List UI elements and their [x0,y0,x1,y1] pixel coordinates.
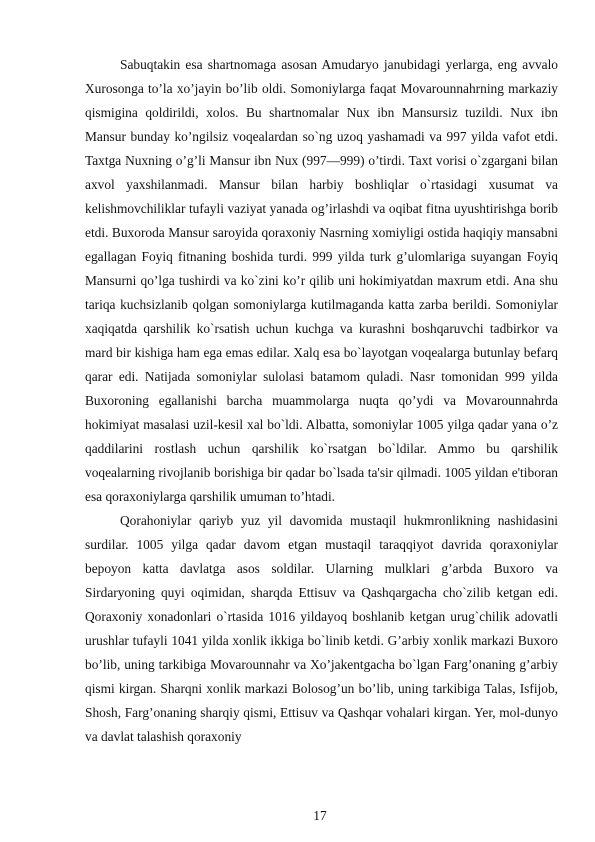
paragraph-samanids-decline: Sabuqtakin esa shartnomaga asosan Amudaryo janubidagi yerlarga, eng avvalo Xurosonga to’la xo’jayin bo’lib oldi. Somoniylarga faqat Movarounnahrning markaziy qismigina qoldirildi, xolos. Bu shartnomalar Nux ibn Mansursiz tuzildi. Nux ibn Mansur bunday ko’ngilsiz voqealardan so`ng uzoq yashamadi va 997 yilda vafot etdi. Taxtga Nuxning o’g’li Mansur ibn Nux (997—999) o’tirdi. Taxt vorisi o`zgargani bilan axvol yaxshilanmadi. Mansur bilan harbiy boshliqlar o`rtasidagi xusumat va kelishmovchiliklar tufayli vaziyat yanada og’irlashdi va oqibat fitna uyushtirishga borib etdi. Buxoroda Mansur saroyida qoraxoniy Nasrning xomiyligi ostida haqiqiy mansabni egallagan Foyiq fitnaning boshida turdi. 999 yilda turk g’ulomlariga suyangan Foyiq Mansurni qo’lga tushirdi va ko`zini ko’r qilib uni hokimiyatdan maxrum etdi. Ana shu tariqa kuchsizlanib qolgan somoniylarga kutilmaganda katta zarba berildi. Somoniylar xaqiqatda qarshilik ko`rsatish uchun kuchga va kurashni boshqaruvchi tadbirkor va mard bir kishiga ham ega emas edilar. Xalq esa bo`layotgan voqealarga butunlay befarq qarar edi. Natijada somoniylar sulolasi batamom quladi. Nasr tomonidan 999 yilda Buxoroning egallanishi barcha muammolarga nuqta qo’ydi va Movarounnahrda hokimiyat masalasi uzil-kesil xal bo`ldi. Albatta, somoniylar 1005 yilga qadar yana o’z qaddilarini rostlash uchun qarshilik ko`rsatgan bo`ldilar. Ammo bu qarshilik voqealarning rivojlanib borishiga bir qadar bo`lsada ta'sir qilmadi. 1005 yildan e'tiboran esa qoraxoniylarga qarshilik umuman to’htadi. [85,57,558,504]
document-page [85,53,558,749]
page-number: 17 [313,808,327,823]
paragraph-karakhanids: Qorahoniylar qariyb yuz yil davomida mustaqil hukmronlikning nashidasini surdilar. 1005 yilga qadar davom etgan mustaqil taraqqiyot davrida qoraxoniylar bepoyon katta davlatga asos soldilar. Ularning mulklari g’arbda Buxoro va Sirdaryoning quyi oqimidan, sharqda Ettisuv va Qashqargacha cho`zilib ketgan edi. Qoraxoniy xonadonlari o`rtasida 1016 yildayoq boshlanib ketgan urug`chilik adovatli urushlar tufayli 1041 yilda xonlik ikkiga bo`linib ketdi. G’arbiy xonlik markazi Buxoro bo’lib, uning tarkibiga Movarounnahr va Xo’jakentgacha bo`lgan Farg’onaning g’arbiy qismi kirgan. Sharqni xonlik markazi Bolosog’un bo’lib, uning tarkibiga Talas, Isfijob, Shosh, Farg’onaning sharqiy qismi, Ettisuv va Qashqar vohalari kirgan. Yer, mol-dunyo va davlat talashish qoraxoniy [85,513,558,744]
